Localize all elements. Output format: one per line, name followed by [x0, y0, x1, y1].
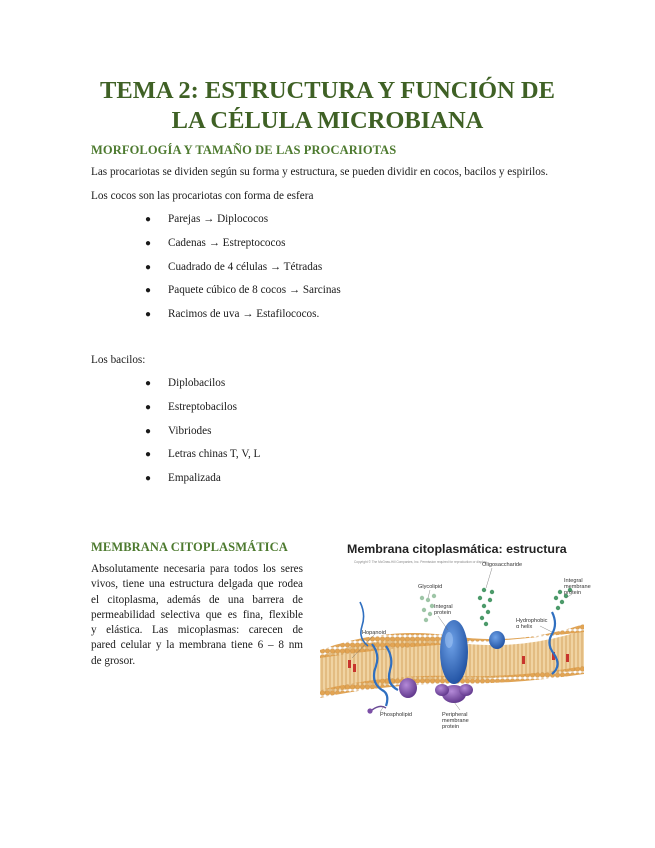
list-item-text: Cuadrado de 4 células → Tétradas — [168, 261, 323, 273]
title-line-2: LA CÉLULA MICROBIANA — [171, 107, 484, 134]
title-line-1: TEMA 2: ESTRUCTURA Y FUNCIÓN DE — [100, 77, 555, 104]
list-item — [145, 260, 322, 275]
label-phospholipid: Phospholipid — [380, 712, 413, 718]
integral-protein-center — [435, 620, 473, 703]
label-integral-membrane-protein: Integral membrane protein — [564, 578, 591, 596]
paragraph-line: el citoplasma, además de una barrera de — [91, 593, 303, 606]
list-item-text: Estreptobacilos — [168, 401, 237, 413]
figure-title: Membrana citoplasmática: estructura — [347, 542, 567, 556]
list-item — [145, 307, 319, 322]
list-item-text: Paquete cúbico de 8 cocos → Sarcinas — [168, 284, 341, 296]
bullet-icon: ● — [145, 309, 152, 320]
section-heading-membrana: MEMBRANA CITOPLASMÁTICA — [91, 540, 288, 554]
paragraph-line: Absolutamente necesaria para todos los seres — [91, 563, 303, 575]
list-item-text: Empalizada — [168, 472, 221, 484]
paragraph-line: de grosor. — [91, 654, 136, 667]
label-glycolipid: Glycolipid — [418, 584, 443, 590]
oligosaccharide-chain — [478, 588, 494, 626]
list-item-text: Vibriodes — [168, 425, 212, 437]
peripheral-protein-left — [399, 678, 417, 698]
list-item — [145, 424, 211, 439]
paragraph-line: permeabilidad selectiva que es fina, flexible — [91, 608, 303, 621]
list-item-text: Cadenas → Estreptococos — [168, 237, 286, 249]
label-oligosaccharide: Oligosaccharide — [482, 562, 523, 568]
bullet-icon: ● — [145, 402, 152, 413]
membrana-paragraph — [91, 562, 303, 669]
membrane-diagram — [320, 534, 591, 738]
list-item — [145, 471, 221, 486]
bullet-icon: ● — [145, 449, 152, 460]
bullet-icon: ● — [145, 214, 152, 225]
label-peripheral-membrane-protein: Peripheral membrane protein — [442, 712, 469, 730]
list-item-text: Racimos de uva → Estafilococos. — [168, 308, 320, 320]
cocos-intro: Los cocos son las procariotas con forma de esfera — [91, 190, 314, 202]
bullet-icon: ● — [145, 238, 152, 249]
list-item-text: Parejas → Diplococos — [168, 213, 269, 225]
bullet-icon: ● — [145, 426, 152, 437]
bullet-icon: ● — [145, 473, 152, 484]
list-item-text: Letras chinas T, V, L — [168, 448, 261, 460]
label-hydrophobic-helix: Hydrophobic α helix — [516, 618, 548, 630]
list-item — [145, 400, 237, 415]
label-integral-protein: Integral protein — [434, 604, 453, 616]
paragraph-line: pared celular y la membrana tiene 6 – 8 nm — [91, 639, 303, 652]
list-item — [145, 283, 341, 298]
figure-copyright: Copyright © The McGraw-Hill Companies, Inc. Permission required for reproduction or display. — [354, 560, 487, 564]
paragraph-line: vivos, tiene una estructura delgada que rodea — [91, 578, 303, 591]
protein-right — [489, 631, 505, 649]
bacilos-intro: Los bacilos: — [91, 354, 146, 366]
label-hopanoid: Hopanoid — [362, 630, 386, 636]
intro-paragraph: Las procariotas se dividen según su forma y estructura, se pueden dividir en cocos, bacilos y espirilos. — [91, 166, 549, 178]
bullet-icon: ● — [145, 262, 152, 273]
paragraph-line: y elástica. Las micoplasmas: carecen de — [91, 624, 303, 637]
list-item — [145, 447, 260, 462]
bullet-icon: ● — [145, 285, 152, 296]
list-item-text: Diplobacilos — [168, 377, 226, 389]
membrane-figure — [320, 534, 591, 738]
bullet-icon: ● — [145, 378, 152, 389]
list-item — [145, 376, 225, 391]
list-item — [145, 212, 268, 227]
section-heading-morfologia: MORFOLOGÍA Y TAMAÑO DE LAS PROCARIOTAS — [91, 143, 397, 157]
list-item — [145, 236, 285, 251]
page-title — [40, 76, 615, 136]
